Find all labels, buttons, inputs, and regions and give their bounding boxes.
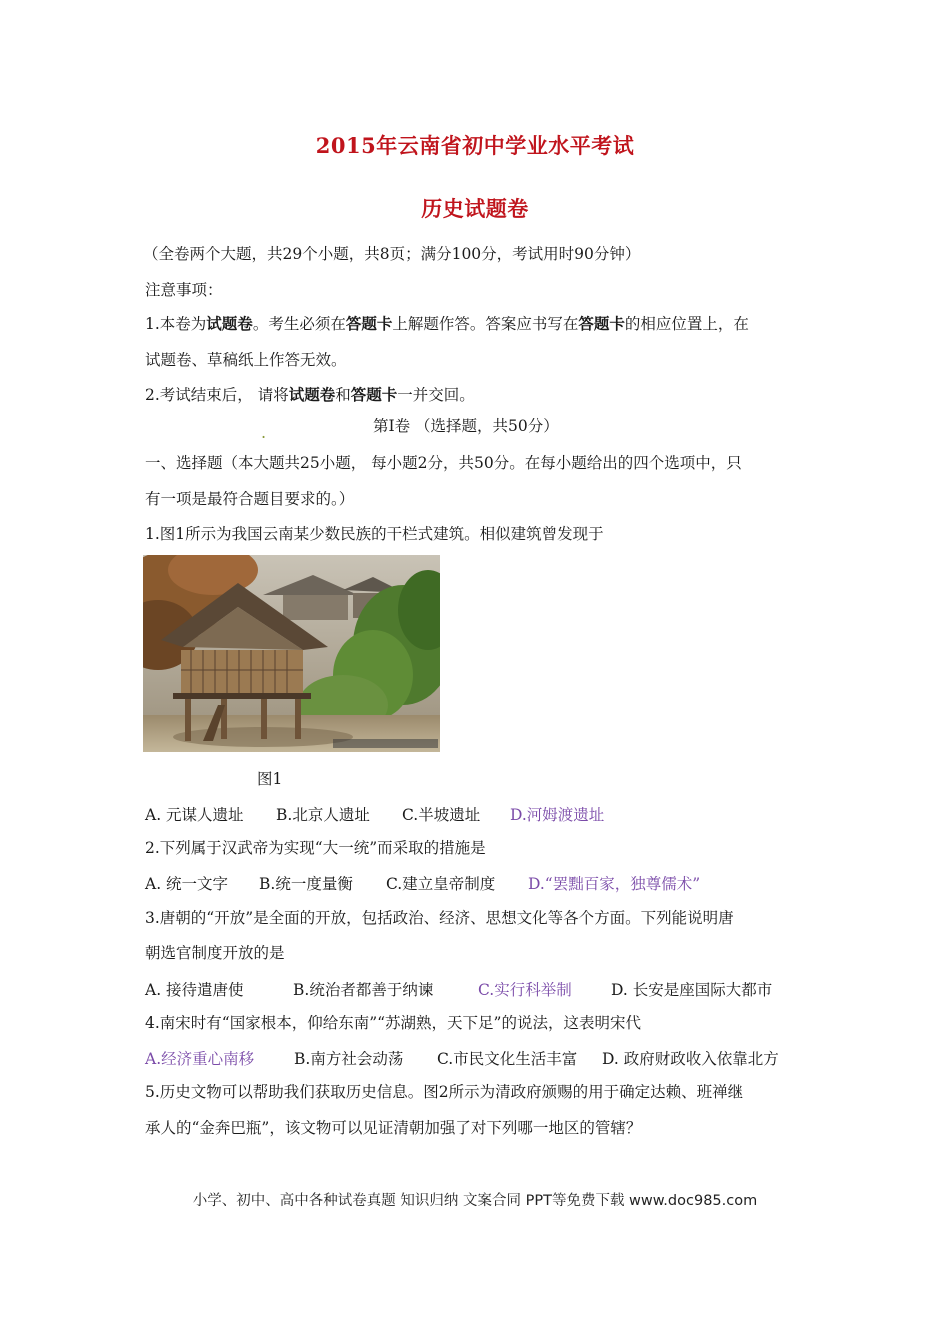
q5-stem-1: 5.历史文物可以帮助我们获取历史信息。图2所示为清政府颁赐的用于确定达赖、班禅继 [145,1083,744,1101]
q3-option-a: A. 接待遣唐使 [145,981,244,999]
exam-subtitle: 历史试题卷 [421,196,529,221]
q1-option-b: B.北京人遗址 [276,806,370,824]
stray-dot: . [261,423,267,442]
note2-part-c: 和 [335,386,351,404]
q3-stem-2: 朝选官制度开放的是 [145,944,285,962]
q2-option-b: B.统一度量衡 [259,875,353,893]
q4-option-c: C.市民文化生活丰富 [437,1050,578,1068]
note1-part-d: 上解题作答。答案应书写在 [392,315,579,333]
q4-option-a: A.经济重心南移 [145,1050,255,1068]
q2-option-c: C.建立皇帝制度 [386,875,496,893]
q2-option-d: D.“罢黜百家，独尊儒术” [528,875,701,893]
note1-bold-2: 答题卡 [345,314,393,333]
q4-option-b: B.南方社会动荡 [294,1050,404,1068]
section-instruction-2: 有一项是最符合题目要求的。） [145,490,355,508]
q2-option-a: A. 统一文字 [145,875,229,893]
figure-1-stilt-house-photo [143,555,440,752]
note1-part-e: 的相应位置上，在 [624,315,749,333]
note2-part-d: 一并交回。 [397,386,475,404]
note-2 [145,384,475,406]
q4-option-d: D. 政府财政收入依靠北方 [602,1050,779,1068]
q1-option-c: C.半坡遗址 [402,806,481,824]
q1-option-a: A. 元谋人遗址 [145,806,244,824]
exam-title: 2015年云南省初中学业水平考试 [315,133,635,158]
q3-option-d: D. 长安是座国际大都市 [611,981,773,999]
note-1-line2: 试题卷、草稿纸上作答无效。 [145,351,347,369]
note2-bold-2: 答题卡 [350,385,398,404]
section-instruction-1: 一、选择题（本大题共25小题， 每小题2分，共50分。在每小题给出的四个选项中，只 [145,454,742,472]
note2-bold-1: 试题卷 [288,385,336,404]
q2-stem: 2.下列属于汉武帝为实现“大一统”而采取的措施是 [145,839,486,857]
note2-part-a: 2.考试结束后， 请将 [145,386,289,404]
note1-bold-1: 试题卷 [206,314,253,333]
figure-1-caption: 图1 [257,770,283,788]
note1-part-c: 。考生必须在 [252,315,346,333]
section-heading: 第Ⅰ卷 （选择题，共50分） [373,417,559,435]
note1-bold-3: 答题卡 [578,314,625,333]
notes-heading: 注意事项： [145,281,223,299]
q4-stem: 4.南宋时有“国家根本，仰给东南”“苏湖熟，天下足”的说法，这表明宋代 [145,1014,641,1032]
exam-info: （全卷两个大题，共29个小题，共8页；满分100分，考试用时90分钟） [143,245,641,263]
q3-stem-1: 3.唐朝的“开放”是全面的开放，包括政治、经济、思想文化等各个方面。下列能说明唐 [145,909,734,927]
q3-option-c: C.实行科举制 [478,981,572,999]
note1-part-a: 1.本卷为 [145,315,207,333]
q3-option-b: B.统治者都善于纳谏 [293,981,434,999]
q1-option-d: D.河姆渡遗址 [510,806,605,824]
q5-stem-2: 承人的“金奔巴瓶”，该文物可以见证清朝加强了对下列哪一地区的管辖？ [145,1119,642,1137]
note-1 [145,313,749,335]
q1-stem: 1.图1所示为我国云南某少数民族的干栏式建筑。相似建筑曾发现于 [145,525,604,543]
page-footer: 小学、初中、高中各种试卷真题 知识归纳 文案合同 PPT等免费下载 www.doc985.com [192,1193,758,1209]
